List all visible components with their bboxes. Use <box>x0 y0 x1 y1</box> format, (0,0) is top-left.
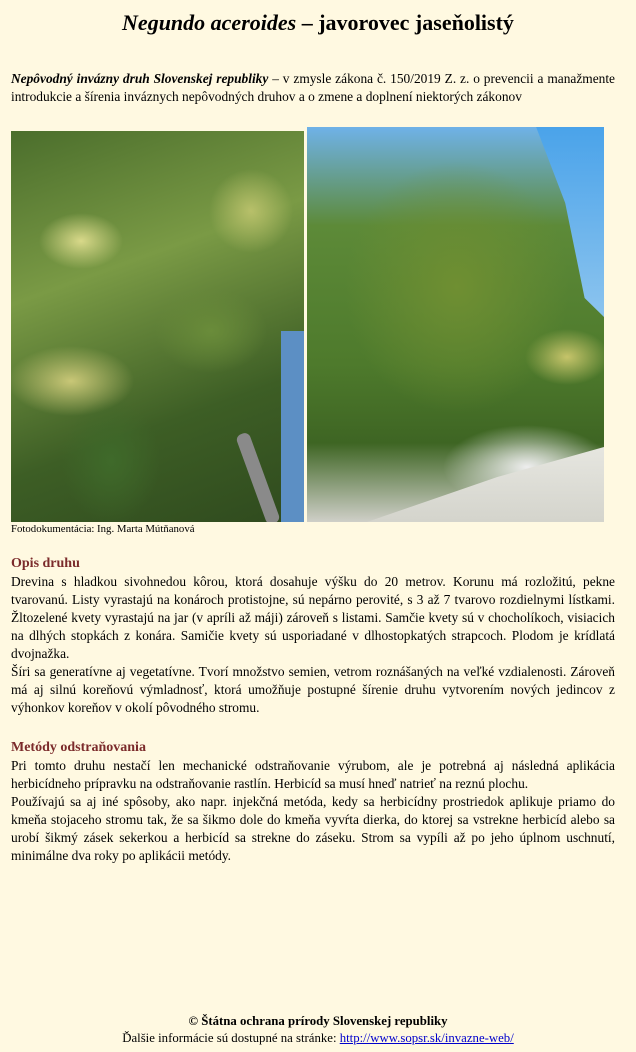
photo-left-branch <box>235 431 281 522</box>
legal-status-text: – v zmysle zákona č. 150/2019 Z. z. o prevencii a manažmente introdukcie a šírenia inváznych nepôvodných druhov a o zmene a doplnení niektorých zákonov <box>11 71 615 104</box>
removal-paragraph: Používajú sa aj iné spôsoby, ako napr. injekčná metóda, kedy sa herbicídny prostriedok aplikuje priamo do kmeňa stojaceho stromu tak, že sa šikmo dole do kmeňa vyvŕta dierka, do ktorej sa vstrekne herbicíd alebo sa urobí šikmý zásek sekerkou a herbicíd sa strekne do záseku. Strom sa vypíli až po jeho úplnom uschnutí, minimálne dva roky po aplikácii metódy. <box>11 794 615 863</box>
footer-organization <box>0 1014 636 1029</box>
description-paragraph: Šíri sa generatívne aj vegetatívne. Tvorí množstvo semien, vetrom roznášaných na veľké vzdialenosti. Zároveň má aj silnú koreňovú výmladnosť, ktorá umožňuje postupné šírenie druhu vytvorením nových jedincov z výhonkov koreňov v okolí pôvodného stromu. <box>11 664 615 715</box>
title-latin-name: Negundo aceroides <box>122 10 297 35</box>
photo-credit: Fotodokumentácia: Ing. Marta Mútňanová <box>11 523 195 535</box>
leaves-and-seeds-photo <box>11 131 304 522</box>
tree-photo <box>307 127 604 522</box>
photo-right-path <box>367 447 604 522</box>
section-heading-removal-methods: Metódy odstraňovania <box>11 740 146 755</box>
removal-paragraph: Pri tomto druhu nestačí len mechanické odstraňovanie výrubom, ale je potrebná aj následná aplikácia herbicídneho prípravku na odstraňovanie rastlín. Herbicíd sa musí hneď natrieť na reznú plochu. <box>11 758 615 791</box>
description-paragraph: Drevina s hladkou sivohnedou kôrou, ktorá dosahuje výšku do 20 metrov. Korunu má rozložitú, pekne tvarovanú. Listy vyrastajú na konároch protistojne, sú nepárno perovité, s 3 až 7 tvarovo rozdielnymi lístkami. Žltozelené kvety vyrastajú na jar (v apríli až máji) zároveň s listami. Samčie kvety sú v chocholíkoch, visiacich na dlhých stopkách z konára. Samičie kvety sú usporiadané v dlhostopkatých strapcoch. Plodom je krídlatá dvojnažka. <box>11 574 615 661</box>
photo-right-sky <box>507 127 604 317</box>
footer-website-link[interactable]: http://www.sopsr.sk/invazne-web/ <box>339 1031 514 1045</box>
section-heading-description: Opis druhu <box>11 556 80 571</box>
legal-status-lead: Nepôvodný invázny druh Slovenskej republiky <box>11 71 269 86</box>
page-title <box>0 10 636 36</box>
footer-info-line <box>0 1031 636 1046</box>
footer-copyright: © Štátna ochrana prírody Slovenskej republiky <box>188 1014 448 1028</box>
photo-left-sky <box>281 331 304 522</box>
section-description-body <box>11 573 615 717</box>
footer-info-prefix: Ďalšie informácie sú dostupné na stránke: <box>122 1031 340 1045</box>
legal-status-paragraph <box>11 70 615 106</box>
section-removal-body <box>11 757 615 865</box>
title-common-name: – javorovec jaseňolistý <box>296 10 514 35</box>
